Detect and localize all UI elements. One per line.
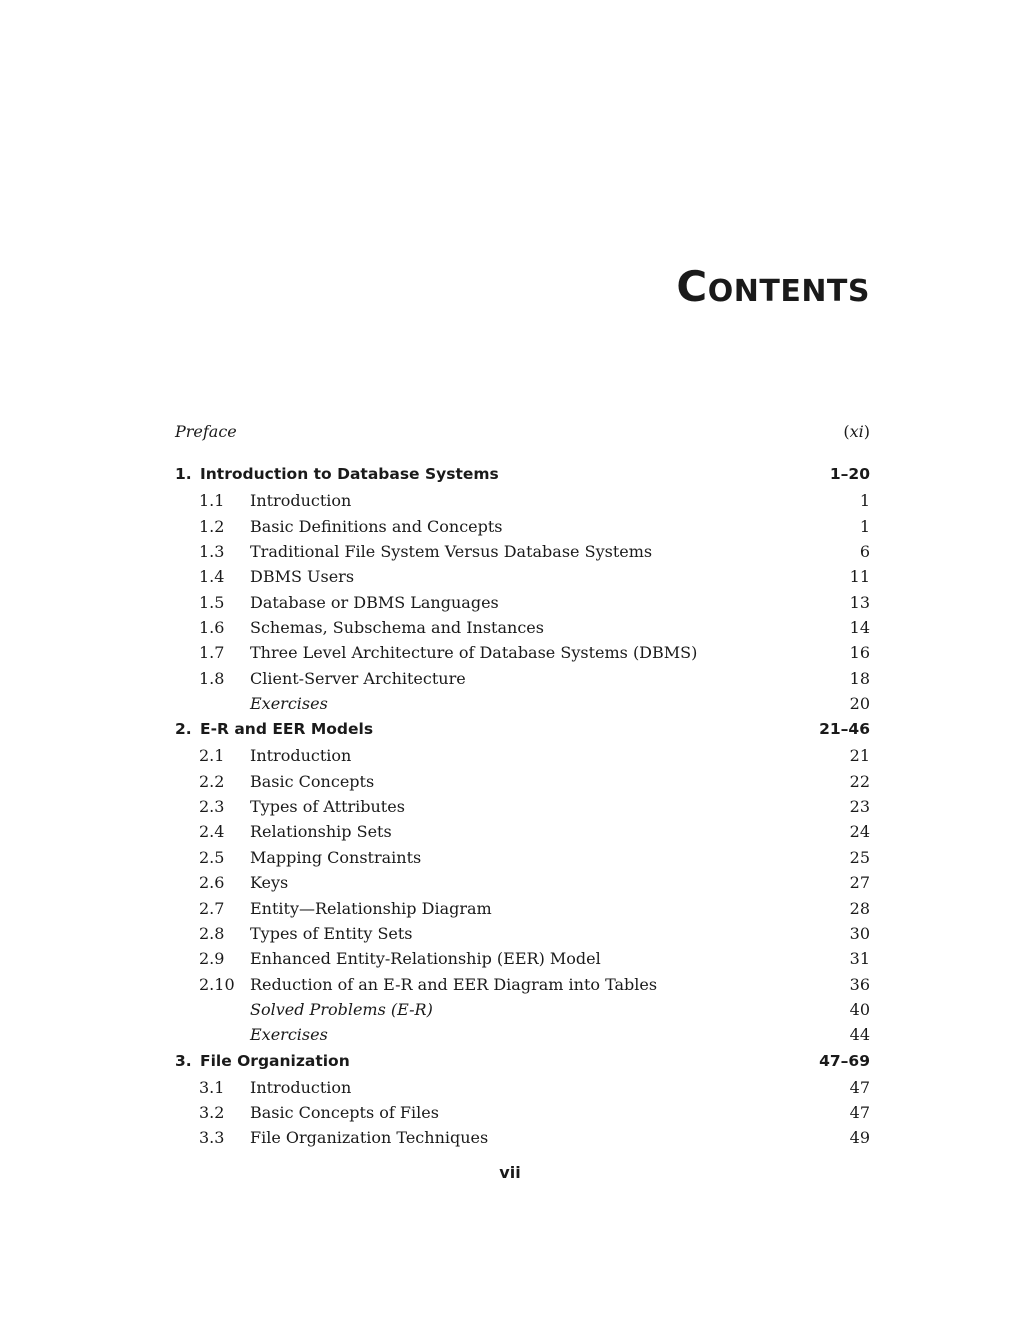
section-title: Entity—Relationship Diagram [250, 898, 492, 918]
section-page: 21 [849, 746, 870, 766]
section-title: Keys [250, 873, 289, 893]
toc-section-row[interactable] [175, 794, 870, 819]
section-title: Introduction [250, 746, 352, 766]
toc-section-row[interactable] [175, 488, 870, 513]
section-page: 47 [849, 1077, 870, 1097]
chapter-title: Introduction to Database Systems [200, 465, 499, 484]
section-title: Basic Concepts [250, 771, 375, 791]
section-page: 13 [849, 592, 870, 612]
toc-section-row[interactable] [175, 870, 870, 895]
section-number: 2.9 [199, 949, 225, 969]
section-page: 1 [859, 516, 870, 536]
toc-chapter-row[interactable] [175, 716, 870, 743]
section-page: 18 [849, 668, 870, 688]
section-number: 1.2 [199, 516, 225, 536]
toc-section-row[interactable] [175, 972, 870, 997]
toc-section-row[interactable] [175, 1125, 870, 1150]
toc-section-row[interactable] [175, 640, 870, 665]
section-page: 47 [849, 1102, 870, 1122]
toc-body [175, 461, 870, 1150]
toc-extra-row[interactable] [175, 691, 870, 716]
section-page: 28 [849, 898, 870, 918]
section-page: 1 [859, 491, 870, 511]
section-page: 23 [849, 797, 870, 817]
section-page: 24 [849, 822, 870, 842]
section-page: 11 [849, 567, 870, 587]
section-page: 22 [849, 771, 870, 791]
section-title: Mapping Constraints [250, 847, 422, 867]
chapter-number: 2. [175, 720, 192, 739]
section-page: 16 [849, 643, 870, 663]
section-number: 1.8 [199, 668, 225, 688]
section-page: 31 [849, 949, 870, 969]
section-number: 1.1 [199, 491, 225, 511]
toc-section-row[interactable] [175, 921, 870, 946]
section-title: Database or DBMS Languages [250, 592, 499, 612]
section-number: 1.4 [199, 567, 225, 587]
section-page: 14 [849, 618, 870, 638]
section-title: Traditional File System Versus Database Systems [250, 542, 653, 562]
chapter-number: 3. [175, 1051, 192, 1070]
section-page: 25 [849, 847, 870, 867]
section-title: Basic Concepts of Files [250, 1102, 439, 1122]
toc-section-row[interactable] [175, 539, 870, 564]
section-number: 2.1 [199, 746, 225, 766]
section-number: 2.7 [199, 898, 225, 918]
preface-page: (xi) [843, 422, 870, 441]
section-number: 2.6 [199, 873, 225, 893]
title-initial: C [676, 262, 708, 311]
toc-section-row[interactable] [175, 666, 870, 691]
chapter-pages: 21–46 [819, 720, 870, 739]
section-title: Client-Server Architecture [250, 668, 466, 688]
table-of-contents [175, 419, 870, 1151]
section-number: 1.7 [199, 643, 225, 663]
toc-section-row[interactable] [175, 1075, 870, 1100]
chapter-pages: 47–69 [819, 1051, 870, 1070]
extra-page: 44 [849, 1025, 870, 1045]
toc-section-row[interactable] [175, 514, 870, 539]
section-title: Enhanced Entity-Relationship (EER) Model [250, 949, 601, 969]
toc-extra-row[interactable] [175, 1022, 870, 1047]
chapter-title: File Organization [200, 1051, 350, 1070]
section-page: 36 [849, 974, 870, 994]
section-page: 6 [859, 542, 870, 562]
section-title: Reduction of an E-R and EER Diagram into Tables [250, 974, 658, 994]
chapter-pages: 1–20 [829, 465, 870, 484]
section-title: File Organization Techniques [250, 1128, 489, 1148]
chapter-number: 1. [175, 465, 192, 484]
preface-label: Preface [175, 422, 237, 441]
toc-section-row[interactable] [175, 819, 870, 844]
section-page: 30 [849, 923, 870, 943]
section-title: Introduction [250, 491, 352, 511]
extra-title: Exercises [250, 1025, 328, 1045]
toc-section-row[interactable] [175, 896, 870, 921]
toc-section-row[interactable] [175, 845, 870, 870]
section-page: 49 [849, 1128, 870, 1148]
section-page: 27 [849, 873, 870, 893]
extra-page: 20 [849, 694, 870, 714]
section-title: Basic Definitions and Concepts [250, 516, 503, 536]
toc-section-row[interactable] [175, 769, 870, 794]
toc-section-row[interactable] [175, 1100, 870, 1125]
chapter-title: E-R and EER Models [200, 720, 374, 739]
section-number: 3.3 [199, 1128, 225, 1148]
section-number: 2.8 [199, 923, 225, 943]
section-title: DBMS Users [250, 567, 355, 587]
section-number: 2.4 [199, 822, 225, 842]
extra-title: Exercises [250, 694, 328, 714]
toc-extra-row[interactable] [175, 997, 870, 1022]
section-number: 1.3 [199, 542, 225, 562]
section-number: 2.2 [199, 771, 225, 791]
extra-title: Solved Problems (E-R) [250, 999, 433, 1019]
title-rest: ONTENTS [707, 274, 870, 309]
section-title: Three Level Architecture of Database Systems (DBMS) [250, 643, 698, 663]
extra-page: 40 [849, 999, 870, 1019]
section-title: Types of Attributes [250, 797, 405, 817]
toc-section-row[interactable] [175, 615, 870, 640]
section-number: 2.3 [199, 797, 225, 817]
section-title: Relationship Sets [250, 822, 392, 842]
page-title [0, 262, 870, 311]
section-title: Types of Entity Sets [250, 923, 413, 943]
section-title: Introduction [250, 1077, 352, 1097]
section-number: 1.5 [199, 592, 225, 612]
section-number: 3.1 [199, 1077, 225, 1097]
section-title: Schemas, Subschema and Instances [250, 618, 544, 638]
toc-section-row[interactable] [175, 590, 870, 615]
toc-chapter-row[interactable] [175, 1048, 870, 1075]
toc-section-row[interactable] [175, 564, 870, 589]
section-number: 1.6 [199, 618, 225, 638]
toc-section-row[interactable] [175, 946, 870, 971]
toc-section-row[interactable] [175, 743, 870, 768]
page-number: vii [499, 1163, 521, 1182]
toc-preface-row[interactable] [175, 419, 870, 444]
section-number: 2.10 [199, 974, 235, 994]
section-number: 3.2 [199, 1102, 225, 1122]
toc-chapter-row[interactable] [175, 461, 870, 488]
section-number: 2.5 [199, 847, 225, 867]
